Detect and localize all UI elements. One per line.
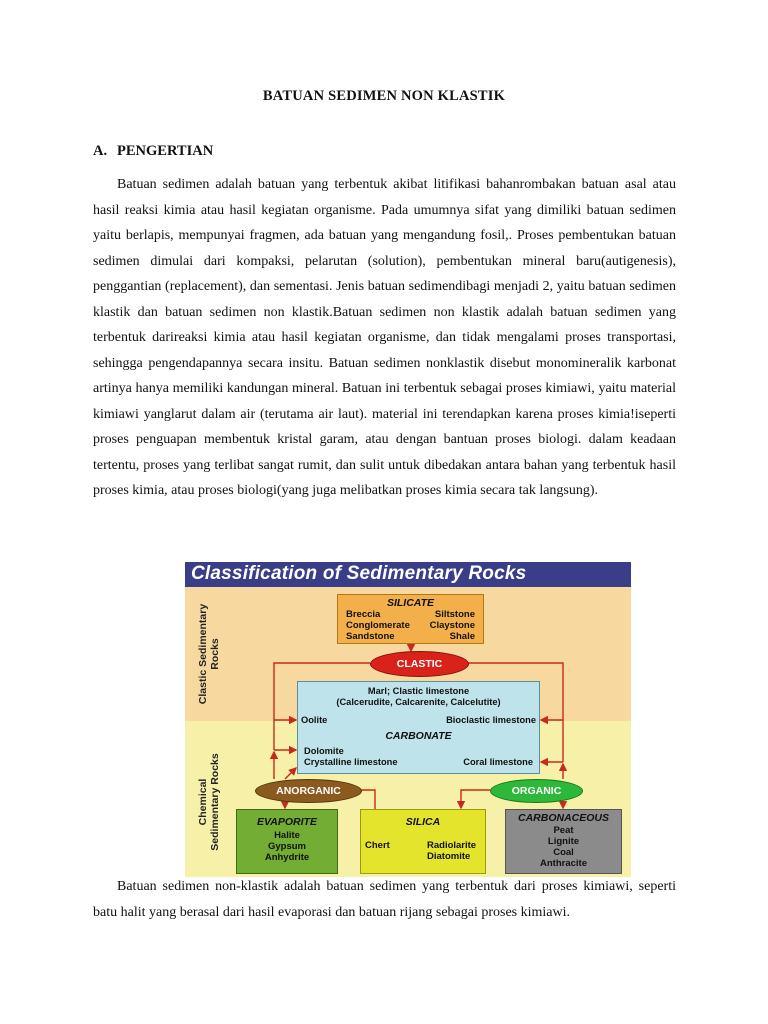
chemical-band-label: Chemical Sedimentary Rocks	[197, 753, 221, 851]
section-number: A.	[93, 143, 108, 159]
section-title: PENGERTIAN	[117, 143, 214, 159]
body-paragraph-1: Batuan sedimen adalah batuan yang terbentuk akibat litifikasi bahanrombakan batuan asal atau hasil reaksi kimia atau hasil kegiatan organisme. Pada umumnya sifat yang dimiliki batuan sedimen yaitu berlapis, mempunyai fragmen, ada batuan yang mengandung fosil,. Proses pembentukan batuan sedimen dimulai dari kompaksi, pelarutan (solution), pembentukan mineral baru(autigenesis), penggantian (replacement), dan sementasi. Jenis batuan sedimendibagi menjadi 2, yaitu batuan sedimen klastik dan batuan sedimen non klastik.Batuan sedimen non klastik adalah batuan sedimen yang terbentuk darireaksi kimia atau hasil kegiatan organisme, dan tidak mengalami proses transportasi, sehingga pengendapannya secara insitu. Batuan sedimen nonklastik disebut monomineralik karbonat artinya hanya memiliki kandungan mineral. Batuan ini terbentuk sebagai proses kimiawi, yaitu material kimiawi yanglarut dalam air (terutama air laut). material ini terendapkan karena proses kimia!iseperti proses penguapan membentuk kristal garam, atau dengan bantuan proses biologi. dalam keadaan tertentu, proses yang terlibat sangat rumit, dan sulit untuk dibedakan antara bahan yang terbentuk hasil proses kimia, atau proses biologi(yang juga melibatkan proses kimia secara tak langsung).	[93, 177, 676, 498]
silicate-item: Sandstone	[346, 631, 395, 642]
carbonaceous-box	[505, 809, 622, 874]
evaporite-box	[236, 809, 338, 874]
evaporite-item: Anhydrite	[264, 852, 310, 863]
classification-figure	[185, 562, 631, 877]
evaporite-heading: EVAPORITE	[257, 816, 317, 828]
silica-chert: Chert	[365, 840, 390, 851]
silica-diatomite: Diatomite	[427, 851, 471, 862]
silicate-heading: SILICATE	[386, 597, 435, 609]
carbonate-heading: CARBONATE	[385, 730, 452, 742]
carbonaceous-item: Coal	[553, 847, 574, 858]
anorganic-node: ANORGANIC	[255, 779, 362, 803]
evaporite-item: Halite	[274, 830, 300, 841]
body-paragraph-2: Batuan sedimen non-klastik adalah batuan sedimen yang terbentuk dari proses kimiawi, seperti batu halit yang berasal dari hasil evaporasi dan batuan rijang sebagai proses kimiawi.	[93, 879, 676, 920]
carbonate-clastic-limestone: (Calcerudite, Calcarenite, Calcelutite)	[336, 697, 501, 707]
silica-radiolarite: Radiolarite	[427, 840, 477, 851]
carbonaceous-item: Peat	[553, 825, 574, 836]
silica-box	[360, 809, 486, 874]
silicate-item: Conglomerate	[346, 620, 410, 631]
carbonaceous-item: Anthracite	[540, 858, 587, 869]
silicate-item: Shale	[449, 631, 475, 642]
carbonate-dolomite: Dolomite	[304, 746, 344, 756]
evaporite-item: Gypsum	[267, 841, 306, 852]
clastic-band-label: Clastic Sedimentary Rocks	[197, 603, 221, 705]
silicate-item: Siltstone	[434, 609, 475, 620]
carbonate-crystalline: Crystalline limestone	[304, 757, 398, 767]
silicate-item: Breccia	[346, 609, 381, 620]
silicate-box	[337, 594, 484, 644]
page-title: BATUAN SEDIMEN NON KLASTIK	[262, 88, 506, 104]
silica-heading: SILICA	[405, 816, 441, 828]
carbonaceous-heading: CARBONACEOUS	[517, 812, 609, 824]
carbonate-coral: Coral limestone	[463, 757, 533, 767]
carbonate-marl: Marl; Clastic limestone	[367, 686, 470, 696]
clastic-node: CLASTIC	[370, 651, 469, 677]
carbonaceous-item: Lignite	[547, 836, 580, 847]
carbonate-box	[297, 681, 540, 774]
organic-node: ORGANIC	[490, 779, 583, 803]
figure-title: Classification of Sedimentary Rocks	[191, 563, 527, 584]
silicate-item: Claystone	[429, 620, 475, 631]
section-heading	[93, 143, 213, 160]
carbonate-bioclastic: Bioclastic limestone	[446, 715, 536, 725]
carbonate-oolite: Oolite	[301, 715, 328, 725]
